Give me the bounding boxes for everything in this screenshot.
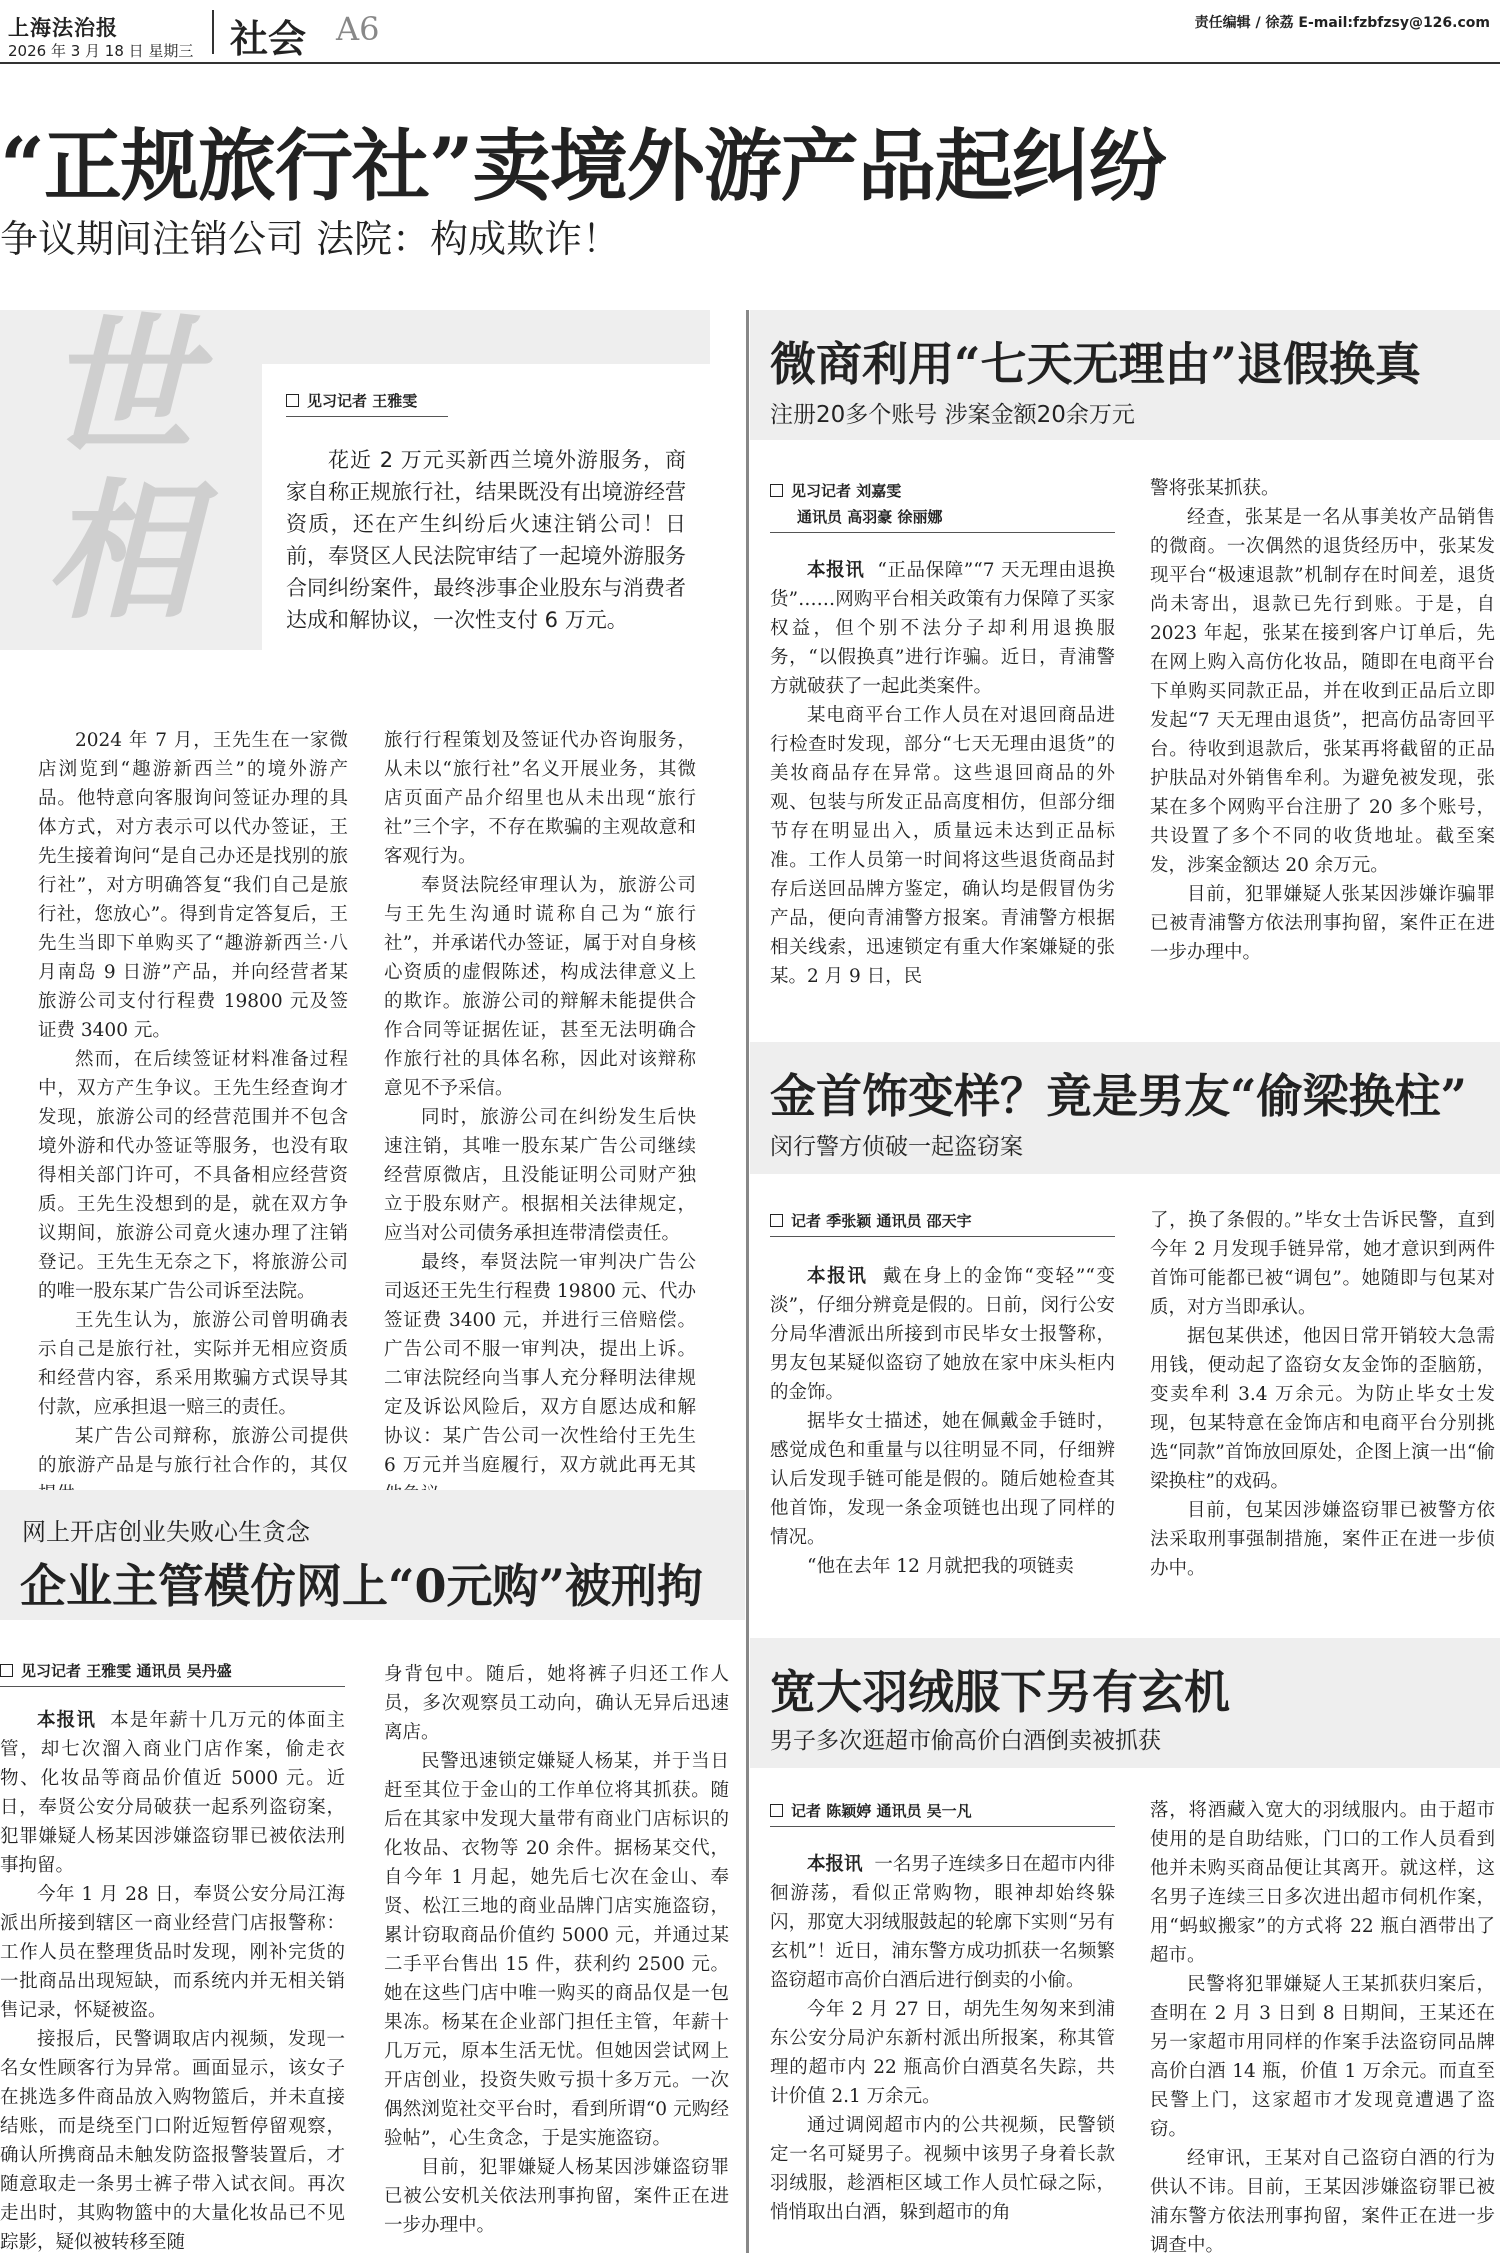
story5-body-col1 <box>770 1850 1115 2227</box>
story2-byline: 见习记者 刘嘉雯 通讯员 高羽豪 徐丽娜 <box>770 478 942 530</box>
paragraph: 落，将酒藏入宽大的羽绒服内。由于超市使用的是自助结账，门口的工作人员看到他并未购买商品便让其离开。就这样，这名男子连续三日多次进出超市伺机作案，用“蚂蚁搬家”的方式将 22 瓶白酒带出了超市。 <box>1150 1800 1495 1966</box>
lead-body-col2 <box>384 726 696 1509</box>
editor-credit: 责任编辑 / 徐荔 E-mail:fzbfzsy@126.com <box>1194 15 1490 31</box>
story3-subheadline: 闵行警方侦破一起盗窃案 <box>770 1134 1023 1160</box>
lead-tag: 本报讯 <box>37 1710 97 1731</box>
paragraph: 警将张某抓获。 <box>1150 478 1280 499</box>
lead-byline: 见习记者 王雅雯 <box>286 390 417 411</box>
paragraph: 今年 2 月 27 日，胡先生匆匆来到浦东公安分局沪东新村派出所报案，称其管理的超市内 22 瓶高价白酒莫名失踪，共计价值 2.1 万余元。 <box>770 1999 1115 2107</box>
story2-body-col1 <box>770 556 1115 991</box>
paragraph: 2024 年 7 月，王先生在一家微店浏览到“趣游新西兰”的境外游产品。他特意向客服询问签证办理的具体方式，对方表示可以代办签证，王先生接着询问“是自己办还是找别的旅行社”，对方明确答复“我们自己是旅行社，您放心”。得到肯定答复后，王先生当即下单购买了“趣游新西兰·八月南岛 9 日游”产品，并向经营者某旅游公司支付行程费 19800 元及签证费 3400 元。 <box>38 730 348 1041</box>
paragraph: “他在去年 12 月就把我的项链卖 <box>807 1556 1074 1577</box>
story5-body-col2 <box>1150 1796 1495 2260</box>
story4-body-col2 <box>384 1660 729 2240</box>
byline-square-icon <box>770 1804 783 1817</box>
lead-headline: “正规旅行社”卖境外游产品起纠纷 <box>0 121 1166 212</box>
story3-body-col1 <box>770 1262 1115 1581</box>
paragraph: 某电商平台工作人员在对退回商品进行检查时发现，部分“七天无理由退货”的美妆商品存在异常。这些退回商品的外观、包装与所发正品高度相仿，但部分细节存在明显出入，质量远未达到正品标准。工作人员第一时间将这些退货商品封存后送回品牌方鉴定，确认均是假冒伪劣产品，便向青浦警方报案。青浦警方根据相关线索，迅速锁定有重大作案嫌疑的张某。2 月 9 日，民 <box>770 705 1115 987</box>
byline-square-icon <box>0 1664 13 1677</box>
lead-tag: 本报讯 <box>807 1266 868 1287</box>
column-divider <box>746 310 749 2253</box>
paragraph: 目前，犯罪嫌疑人张某因涉嫌诈骗罪已被青浦警方依法刑事拘留，案件正在进一步办理中。 <box>1150 884 1495 963</box>
paragraph: 本报讯 一名男子连续多日在超市内徘徊游荡，看似正常购物，眼神却始终躲闪，那宽大羽绒服鼓起的轮廓下实则“另有玄机”！近日，浦东警方成功抓获一名频繁盗窃超市高价白酒后进行倒卖的小偷。 <box>770 1854 1115 1991</box>
paragraph: 然而，在后续签证材料准备过程中，双方产生争议。王先生经查询才发现，旅游公司的经营范围并不包含境外游和代办签证等服务，也没有取得相关部门许可，不具备相应经营资质。王先生没想到的是，就在双方争议期间，旅游公司竟火速办理了注销登记。王先生无奈之下，将旅游公司的唯一股东某广告公司诉至法院。 <box>38 1049 348 1302</box>
story3-body-col2 <box>1150 1206 1495 1583</box>
section-art-calligraphy: 世相 <box>44 299 195 640</box>
story2-headline: 微商利用“七天无理由”退假换真 <box>770 337 1421 391</box>
paragraph: 经查，张某是一名从事美妆产品销售的微商。一次偶然的退货经历中，张某发现平台“极速退款”机制存在时间差，退货尚未寄出，退款已先行到账。于是，自 2023 年起，张某在接到客户订单后，先在网上购入高仿化妆品，随即在电商平台下单购买同款正品，并在收到正品后立即发起“7 天无理由退货”，把高仿品寄回平台。待收到退款后，张某再将截留的正品护肤品对外销售牟利。为避免被发现，张某在多个网购平台注册了 20 多个账号，共设置了多个不同的收货地址。截至案发，涉案金额达 20 余万元。 <box>1150 507 1495 876</box>
lead-tag: 本报讯 <box>807 1854 863 1875</box>
paragraph: 本报讯 本是年薪十几万元的体面主管，却七次溜入商业门店作案，偷走衣物、化妆品等商品价值近 5000 元。近日，奉贤公安分局破获一起系列盗窃案，犯罪嫌疑人杨某因涉嫌盗窃罪已被依法刑事拘留。 <box>0 1710 345 1876</box>
story5-byline-rule <box>770 1826 1115 1827</box>
paragraph: 旅行行程策划及签证代办咨询服务，从未以“旅行社”名义开展业务，其微店页面产品介绍里也从未出现“旅行社”三个字，不存在欺骗的主观故意和客观行为。 <box>384 730 696 867</box>
issue-date: 2026 年 3 月 18 日 星期三 <box>8 42 194 60</box>
lead-subheadline: 争议期间注销公司 法院：构成欺诈！ <box>0 217 621 261</box>
masthead-divider <box>212 10 214 54</box>
paragraph: 今年 1 月 28 日，奉贤公安分局江海派出所接到辖区一商业经营门店报警称：工作人员在整理货品时发现，刚补完货的一批商品出现短缺，而系统内并无相关销售记录，怀疑被盗。 <box>0 1884 345 2021</box>
story3-byline: 记者 季张颖 通讯员 邵天宇 <box>770 1210 972 1231</box>
story2-subheadline: 注册20多个账号 涉案金额20余万元 <box>770 402 1135 428</box>
paragraph: 本报讯 戴在身上的金饰“变轻”“变淡”，仔细分辨竟是假的。日前，闵行公安分局华漕派出所接到市民毕女士报警称，男友包某疑似盗窃了她放在家中床头柜内的金饰。 <box>770 1266 1116 1403</box>
lead-summary: 花近 2 万元买新西兰境外游服务，商家自称正规旅行社，结果既没有出境游经营资质，还在产生纠纷后火速注销公司！日前，奉贤区人民法院审结了一起境外游服务合同纠纷案件，最终涉事企业股东与消费者达成和解协议，一次性支付 6 万元。 <box>286 448 686 632</box>
story2-body-col2 <box>1150 474 1495 967</box>
lead-tag: 本报讯 <box>807 560 865 581</box>
story4-body-col1 <box>0 1706 345 2257</box>
paragraph: 民警迅速锁定嫌疑人杨某，并于当日赶至其位于金山的工作单位将其抓获。随后在其家中发现大量带有商业门店标识的化妆品、衣物等 20 余件。据杨某交代，自今年 1 月起，她先后七次在金山、奉贤、松江三地的商业品牌门店实施盗窃，累计窃取商品价值约 5000 元，并通过某二手平台售出 15 件，获利约 2500 元。她在这些门店中唯一购买的商品仅是一包果冻。杨某在企业部门担任主管，年薪十几万元，原本生活无忧。但她因尝试网上开店创业，投资失败亏损十多万元。一次偶然浏览社交平台时，看到所谓“0 元购经验帖”，心生贪念，于是实施盗窃。 <box>384 1751 729 2149</box>
story4-headline: 企业主管模仿网上“0元购”被刑拘 <box>20 1559 703 1613</box>
paragraph: 民警将犯罪嫌疑人王某抓获归案后，查明在 2 月 3 日到 8 日期间，王某还在另一家超市用同样的作案手法盗窃同品牌高价白酒 14 瓶，价值 1 万余元。而直至民警上门，这家超市才发现竟遭遇了盗窃。 <box>1150 1974 1495 2140</box>
story5-headline: 宽大羽绒服下另有玄机 <box>770 1665 1230 1719</box>
paragraph: 了，换了条假的。”毕女士告诉民警，直到今年 2 月发现手链异常，她才意识到两件首饰可能都已被“调包”。她随即与包某对质，对方当即承认。 <box>1150 1210 1495 1318</box>
paragraph: 王先生认为，旅游公司曾明确表示自己是旅行社，实际并无相应资质和经营内容，系采用欺骗方式误导其付款，应承担退一赔三的责任。 <box>38 1310 348 1418</box>
paragraph: 目前，包某因涉嫌盗窃罪已被警方依法采取刑事强制措施，案件正在进一步侦办中。 <box>1150 1500 1495 1579</box>
byline-square-icon <box>770 484 783 497</box>
paragraph: 目前，犯罪嫌疑人杨某因涉嫌盗窃罪已被公安机关依法刑事拘留，案件正在进一步办理中。 <box>384 2157 729 2236</box>
paragraph: 据毕女士描述，她在佩戴金手链时，感觉成色和重量与以往明显不同，仔细辨认后发现手链可能是假的。随后她检查其他首饰，发现一条金项链也出现了同样的情况。 <box>770 1411 1115 1548</box>
paragraph: 本报讯 “正品保障”“7 天无理由退换货”……网购平台相关政策有力保障了买家权益，但个别不法分子却利用退换服务，“以假换真”进行诈骗。近日，青浦警方就破获了一起此类案件。 <box>770 560 1115 697</box>
lead-byline-rule <box>286 416 448 417</box>
paragraph: 某广告公司辩称，旅游公司提供的旅游产品是与旅行社合作的，其仅 <box>38 1426 348 1476</box>
paragraph: 同时，旅游公司在纠纷发生后快速注销，其唯一股东某广告公司继续经营原微店，且没能证明公司财产独立于股东财产。根据相关法律规定，应当对公司债务承担连带清偿责任。 <box>384 1107 696 1244</box>
paragraph: 最终，奉贤法院一审判决广告公司返还王先生行程费 19800 元、代办签证费 3400 元，并进行三倍赔偿。广告公司不服一审判决，提出上诉。二审法院经向当事人充分释明法律规定及诉讼风险后，双方自愿达成和解协议：某广告公司一次性给付王先生 6 万元并当庭履行，双方就此再无其 <box>384 1252 696 1476</box>
paragraph: 通过调阅超市内的公共视频，民警锁定一名可疑男子。视频中该男子身着长款羽绒服，趁酒柜区域工作人员忙碌之际，悄悄取出白酒，躲到超市的角 <box>770 2115 1115 2223</box>
page-number: A6 <box>336 10 380 48</box>
paragraph: 奉贤法院经审理认为，旅游公司与王先生沟通时谎称自己为“旅行社”，并承诺代办签证，属于对自身核心资质的虚假陈述，构成法律意义上的欺诈。旅游公司的辩解未能提供合作合同等证据佐证，甚至无法明确合作旅行社的具体名称，因此对该辩称意见不予采信。 <box>384 875 696 1099</box>
lead-body-col1 <box>38 726 348 1509</box>
story4-kicker: 网上开店创业失败心生贪念 <box>22 1518 310 1546</box>
story5-byline: 记者 陈颖婷 通讯员 吴一凡 <box>770 1800 972 1821</box>
story4-byline: 见习记者 王雅雯 通讯员 吴丹盛 <box>0 1660 232 1681</box>
story4-byline-rule <box>0 1686 345 1687</box>
paragraph: 身背包中。随后，她将裤子归还工作人员，多次观察员工动向，确认无异后迅速离店。 <box>384 1664 729 1743</box>
story3-headline: 金首饰变样？竟是男友“偷梁换柱” <box>770 1069 1467 1123</box>
story3-byline-rule <box>770 1236 1115 1237</box>
paragraph: 经审讯，王某对自己盗窃白酒的行为供认不讳。目前，王某因涉嫌盗窃罪已被浦东警方依法刑事拘留，案件正在进一步调查中。 <box>1150 2148 1495 2256</box>
section-name: 社会 <box>230 17 307 61</box>
masthead-rule <box>0 62 1500 64</box>
paper-name: 上海法治报 <box>8 15 118 40</box>
paragraph: 据包某供述，他因日常开销较大急需用钱，便动起了盗窃女友金饰的歪脑筋，变卖牟利 3.4 万余元。为防止毕女士发现，包某特意在金饰店和电商平台分别挑选“同款”首饰放回原处，企图上演一出“偷梁换柱”的戏码。 <box>1150 1326 1495 1492</box>
byline-square-icon <box>286 394 299 407</box>
story5-subheadline: 男子多次逛超市偷高价白酒倒卖被抓获 <box>770 1728 1161 1754</box>
paragraph: 接报后，民警调取店内视频，发现一名女性顾客行为异常。画面显示，该女子在挑选多件商品放入购物篮后，并未直接结账，而是绕至门口附近短暂停留观察，确认所携商品未触发防盗报警装置后，才随意取走一条男士裤子带入试衣间。再次走出时，其购物篮中的大量化妆品已不见踪影，疑似被转移至随 <box>0 2029 345 2253</box>
story2-byline-rule <box>770 532 1115 533</box>
byline-square-icon <box>770 1214 783 1227</box>
